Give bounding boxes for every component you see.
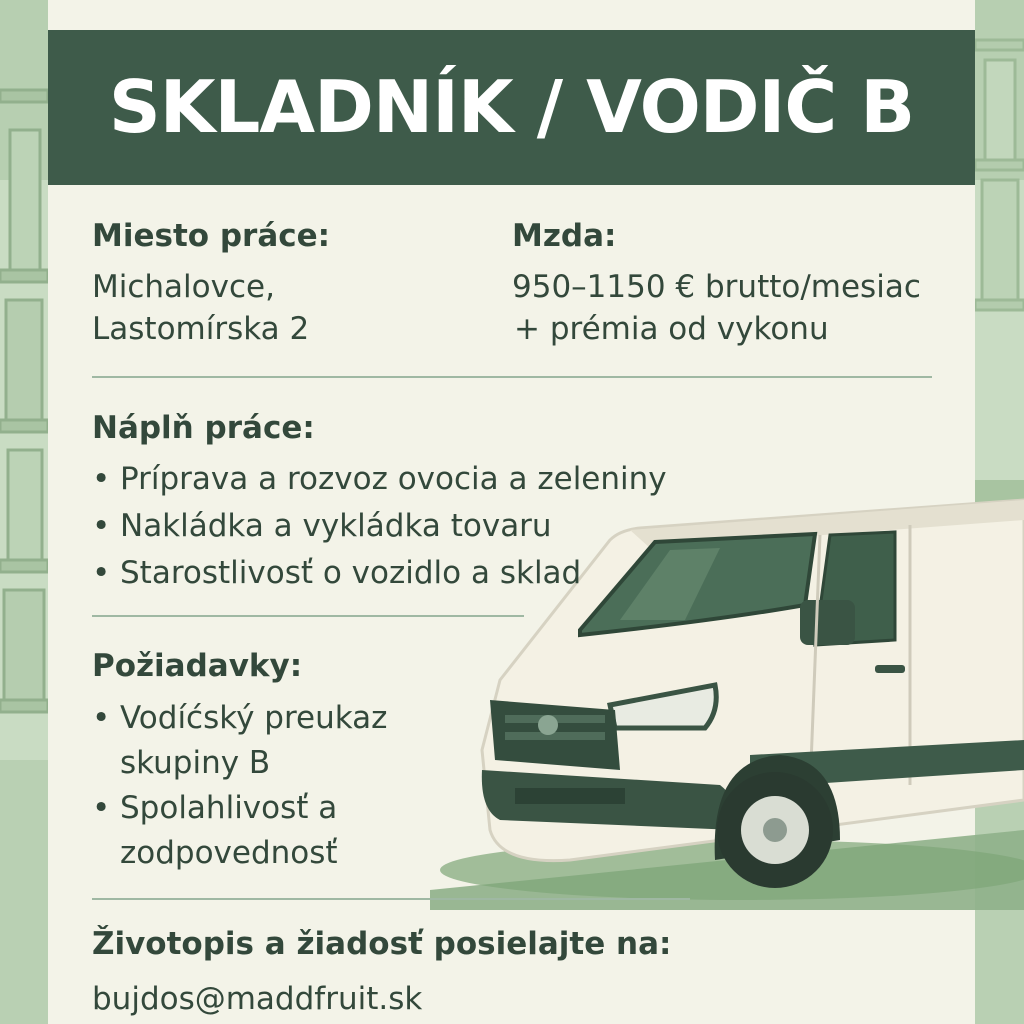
salary-heading: Mzda: bbox=[512, 218, 617, 254]
duties-list bbox=[92, 456, 667, 597]
requirement-item bbox=[92, 786, 387, 876]
location-line-2: Lastomírska 2 bbox=[92, 311, 310, 347]
requirements-list bbox=[92, 696, 387, 876]
divider bbox=[92, 898, 690, 900]
divider bbox=[92, 376, 932, 378]
location-heading: Miesto práce: bbox=[92, 218, 331, 254]
requirements-heading: Požiadavky: bbox=[92, 648, 303, 684]
page-title: SKLADNÍK / VODIČ B bbox=[108, 65, 915, 149]
duty-item: • Nakládka a vykládka tovaru bbox=[92, 503, 667, 550]
duty-item: • Príprava a rozvoz ovocia a zeleniny bbox=[92, 456, 667, 503]
divider bbox=[92, 615, 524, 617]
contact-email[interactable]: bujdos@maddfruit.sk bbox=[92, 981, 423, 1017]
requirement-line: • Vodíćský preukaz bbox=[120, 700, 388, 736]
requirement-item bbox=[92, 696, 387, 786]
salary-line-2: + prémia od vykonu bbox=[514, 311, 829, 347]
duties-heading: Náplň práce: bbox=[92, 410, 315, 446]
salary-line-1: 950–1150 € brutto/mesiac bbox=[512, 269, 921, 305]
requirement-line: • Spolahlivosť a bbox=[120, 790, 338, 826]
duty-item: • Starostlivosť o vozidlo a sklad bbox=[92, 550, 667, 597]
requirement-line: zodpovednosť bbox=[120, 835, 338, 871]
contact-heading: Životopis a žiadosť posielajte na: bbox=[92, 926, 672, 962]
location-line-1: Michalovce, bbox=[92, 269, 275, 305]
requirement-line: skupiny B bbox=[120, 745, 271, 781]
